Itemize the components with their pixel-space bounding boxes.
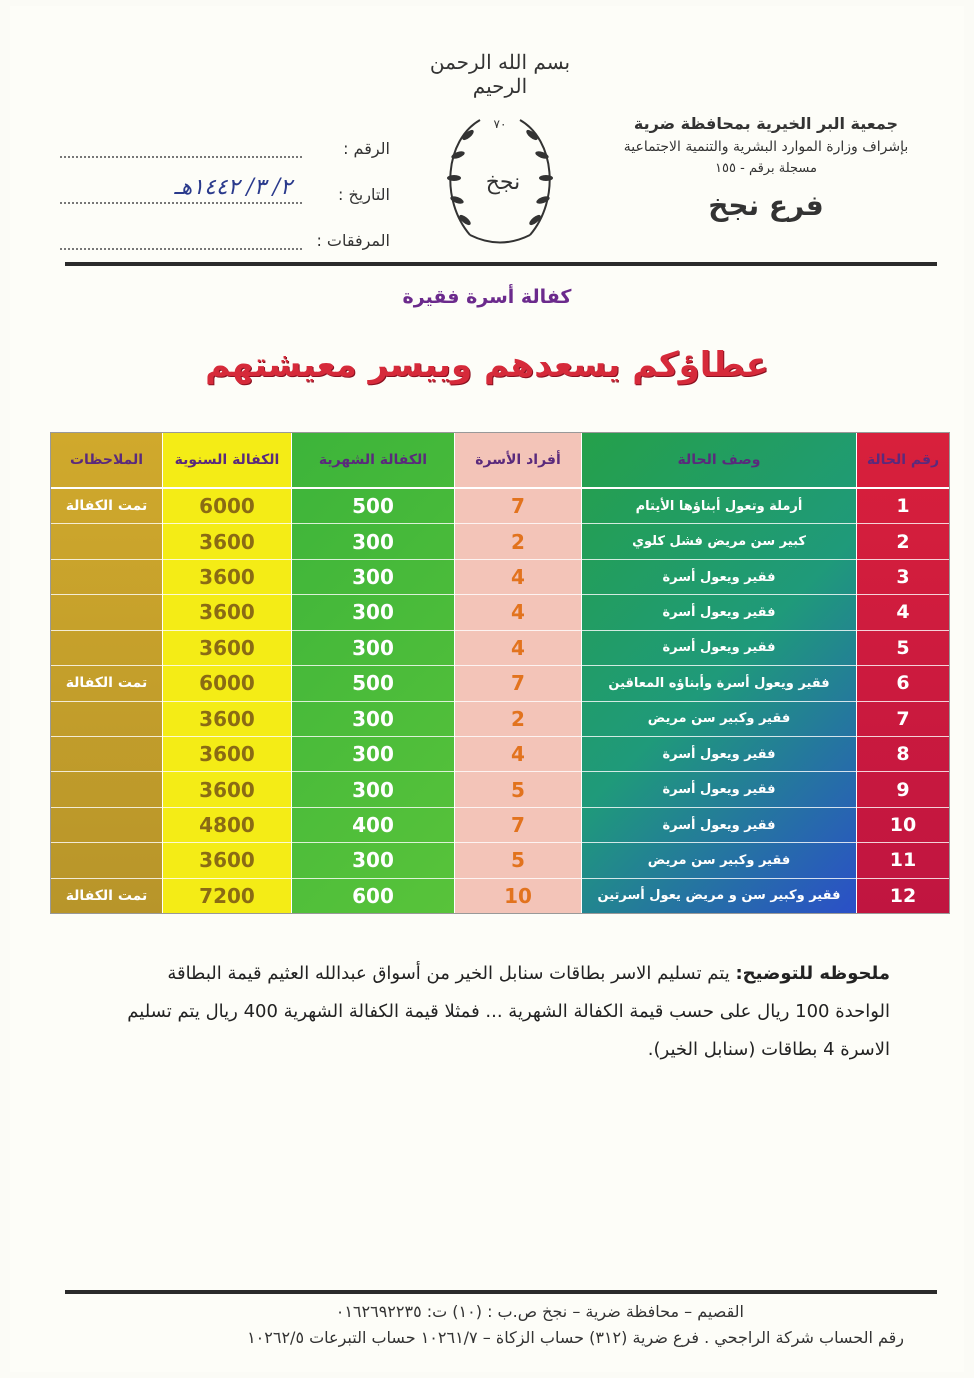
note-body: يتم تسليم الاسر بطاقات سنابل الخير من أسواق عبدالله العثيم قيمة البطاقة الواحدة 100 ريال على حسب قيمة الكفالة الشهرية ... فمثلا قيمة الكفالة الشهرية 400 ريال يتم تسليم الاسرة 4 بطاقات (سنابل الخير).: [127, 963, 890, 1060]
cell-case-number: 4: [857, 595, 949, 630]
cell-case-description: فقير ويعول أسرة وأبناؤه المعاقين: [582, 666, 856, 701]
cell-case-description: فقير ويعول أسرة: [582, 595, 856, 630]
cell-annual-sponsorship: 6000: [163, 666, 291, 701]
cell-case-number: 9: [857, 772, 949, 807]
clarification-note: [120, 955, 890, 1069]
org-supervision: بإشراف وزارة الموارد البشرية والتنمية الاجتماعية: [623, 139, 909, 155]
column-family-members: [455, 433, 581, 913]
header-divider: [65, 262, 937, 266]
basmala-calligraphy: بسم الله الرحمن الرحيم: [429, 50, 571, 98]
attachments-label: المرفقات :: [316, 231, 390, 250]
column-monthly-sponsorship: [291, 433, 455, 913]
cell-notes: [51, 772, 162, 807]
cell-notes: [51, 843, 162, 878]
date-field: [60, 175, 302, 204]
cell-monthly-sponsorship: 300: [292, 772, 454, 807]
cell-family-members: 7: [455, 808, 581, 843]
cell-case-number: 8: [857, 737, 949, 772]
note-lead: ملحوظه للتوضيح:: [735, 963, 890, 984]
cell-notes: تمت الكفالة: [51, 489, 162, 524]
number-label: الرقم :: [343, 139, 390, 158]
attachments-row: [60, 204, 390, 250]
cell-annual-sponsorship: 3600: [163, 595, 291, 630]
handwritten-date: ٢/ ٣/ ١٤٤٢هـ: [174, 175, 292, 200]
cell-case-number: 5: [857, 631, 949, 666]
cell-monthly-sponsorship: 300: [292, 595, 454, 630]
cell-notes: تمت الكفالة: [65, 887, 148, 904]
cell-notes: [51, 737, 162, 772]
column-notes: [51, 433, 163, 913]
cell-case-number: 12: [889, 884, 917, 907]
cell-monthly-sponsorship: 300: [292, 631, 454, 666]
cell-notes: [51, 524, 162, 559]
cell-notes: تمت الكفالة: [51, 666, 162, 701]
cell-family-members: 4: [455, 595, 581, 630]
cell-case-description: فقير ويعول أسرة: [582, 631, 856, 666]
cell-annual-sponsorship: 3600: [163, 631, 291, 666]
column-annual-sponsorship: [163, 433, 291, 913]
cell-case-number: 2: [857, 524, 949, 559]
cell-case-description: فقير ويعول أسرة: [582, 560, 856, 595]
header-annual-sponsorship: الكفالة السنوية: [163, 433, 291, 489]
cell-annual-sponsorship: 3600: [163, 524, 291, 559]
date-label: التاريخ :: [337, 185, 390, 204]
footer-bank-accounts: رقم الحساب شركة الراجحي . فرع ضرية (٣١٢) حساب الزكاة – ١٠٢٦١/٧ حساب التبرعات ١٠٢٦٢/٥: [247, 1328, 904, 1347]
number-row: [60, 112, 390, 158]
cell-notes: [51, 595, 162, 630]
cell-monthly-sponsorship: 600: [352, 883, 394, 908]
cell-annual-sponsorship: 3600: [163, 560, 291, 595]
cell-family-members: 4: [455, 631, 581, 666]
cell-annual-sponsorship: 3600: [163, 843, 291, 878]
header-family-members: أفراد الأسرة: [455, 433, 581, 489]
cell-notes: [51, 808, 162, 843]
org-registration: مسجلة برقم - ١٥٥: [715, 161, 817, 176]
cell-annual-sponsorship: 3600: [163, 737, 291, 772]
cell-annual-sponsorship: 4800: [163, 808, 291, 843]
cell-case-description: فقير ويعول أسرة: [582, 808, 856, 843]
cell-monthly-sponsorship: 300: [292, 702, 454, 737]
cell-case-description: فقير ويعول أسرة: [582, 737, 856, 772]
letter-meta: [60, 112, 390, 250]
attachments-field: [60, 226, 302, 250]
cell-monthly-sponsorship: 300: [292, 843, 454, 878]
main-title: عطاؤكم يسعدهم وييسر معيشتهم: [205, 345, 769, 385]
cell-case-number: 10: [857, 808, 949, 843]
cell-monthly-sponsorship: 300: [292, 524, 454, 559]
cell-annual-sponsorship: 6000: [163, 489, 291, 524]
cell-case-description: فقير ويعول أسرة: [582, 772, 856, 807]
cell-family-members: 4: [455, 560, 581, 595]
cell-case-number: 6: [857, 666, 949, 701]
cell-monthly-sponsorship: 300: [292, 560, 454, 595]
cell-notes: [51, 560, 162, 595]
cell-case-number: 11: [857, 843, 949, 878]
cell-family-members: 5: [455, 843, 581, 878]
date-row: [60, 158, 390, 204]
cell-case-description: فقير وكبير سن مريض: [582, 843, 856, 878]
org-branch: فرع نجخ: [708, 189, 824, 222]
cell-family-members: 2: [455, 524, 581, 559]
emblem-year: ٧٠: [493, 117, 507, 131]
cell-case-description: فقير وكبير سن و مريض يعول أسرتين: [597, 888, 841, 904]
cell-family-members: 10: [504, 883, 532, 908]
cell-monthly-sponsorship: 400: [292, 808, 454, 843]
cell-monthly-sponsorship: 300: [292, 737, 454, 772]
header-case-description: وصف الحالة: [582, 433, 856, 489]
cell-notes: [51, 631, 162, 666]
cell-annual-sponsorship: 7200: [199, 883, 255, 908]
cell-case-number: 1: [857, 489, 949, 524]
cell-family-members: 2: [455, 702, 581, 737]
subtitle: كفالة أسرة فقيرة: [402, 286, 572, 308]
cell-case-number: 3: [857, 560, 949, 595]
cell-family-members: 7: [455, 489, 581, 524]
cell-annual-sponsorship: 3600: [163, 702, 291, 737]
emblem-text: نجخ: [485, 170, 521, 195]
number-field: [60, 134, 302, 158]
cell-monthly-sponsorship: 500: [292, 666, 454, 701]
footer-address: القصيم – محافظة ضرية – نجخ ص.ب : (١٠) ت: ٠١٦٢٦٩٢٢٣٥: [335, 1302, 744, 1321]
column-case-number: [857, 433, 949, 913]
header-monthly-sponsorship: الكفالة الشهرية: [292, 433, 454, 489]
cell-case-description: فقير وكبير سن مريض: [582, 702, 856, 737]
cell-case-number: 7: [857, 702, 949, 737]
footer-divider: [65, 1290, 937, 1294]
organization-header: [596, 112, 936, 228]
cell-family-members: 5: [455, 772, 581, 807]
cell-monthly-sponsorship: 500: [292, 489, 454, 524]
cell-family-members: 4: [455, 737, 581, 772]
org-name: جمعية البر الخيرية بمحافظة ضرية: [633, 114, 899, 133]
cell-notes: [51, 702, 162, 737]
header-case-number: رقم الحالة: [857, 433, 949, 489]
emblem-logo: [400, 40, 600, 260]
header-notes: الملاحظات: [51, 433, 162, 489]
cell-case-description: أرملة وتعول أبناؤها الأيتام: [582, 489, 856, 524]
cell-case-description: كبير سن مريض فشل كلوي: [582, 524, 856, 559]
cell-family-members: 7: [455, 666, 581, 701]
column-case-description: [581, 433, 857, 913]
cases-table: [50, 432, 950, 914]
cell-annual-sponsorship: 3600: [163, 772, 291, 807]
